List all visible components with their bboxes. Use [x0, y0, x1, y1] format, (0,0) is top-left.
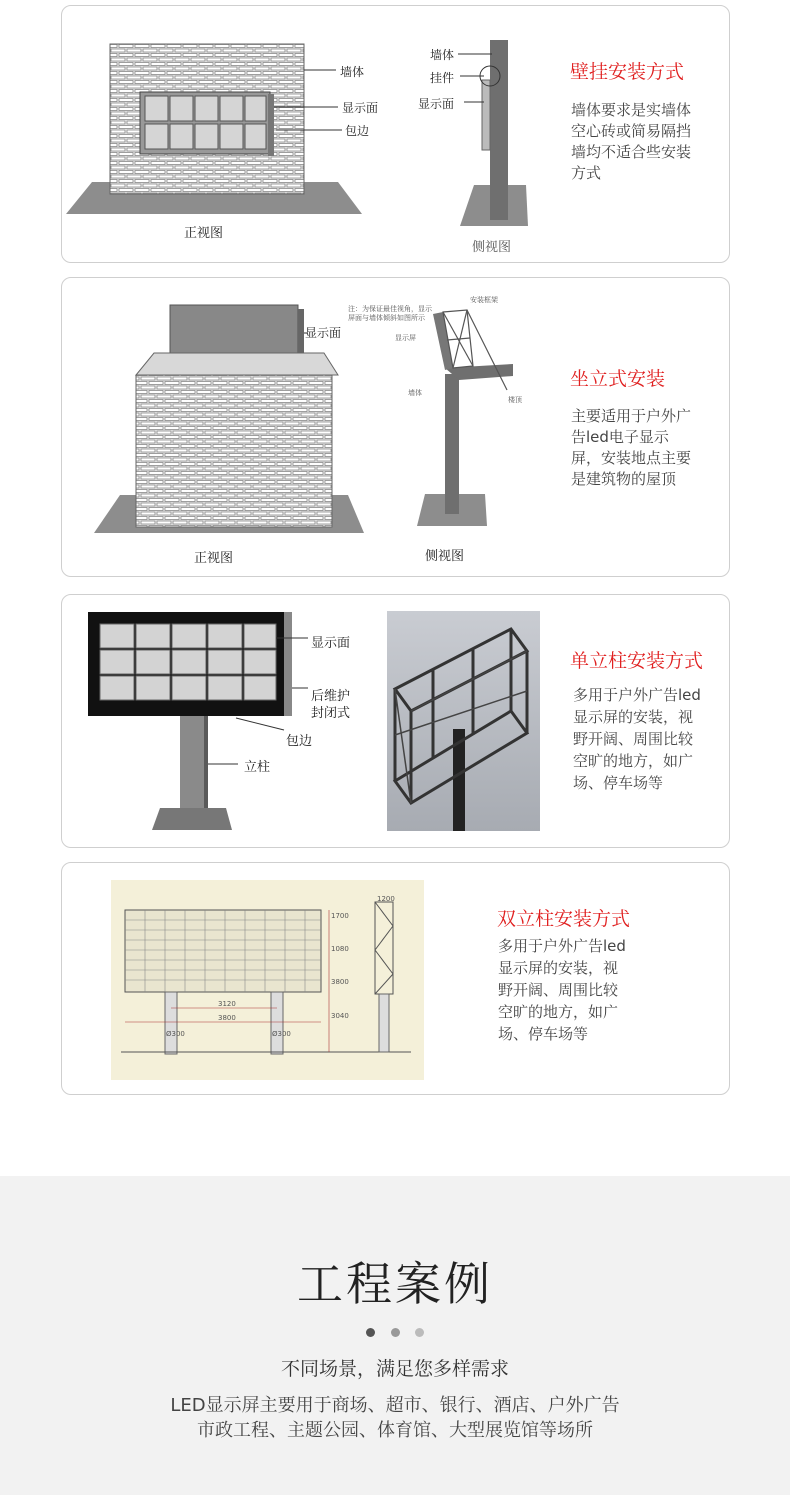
seated-side-note-line1: 注：为保证最佳视角，显示	[348, 305, 432, 313]
seated-side-wall-label: 墙体	[408, 389, 422, 397]
dim-width-inner: 3120	[218, 1000, 236, 1008]
dim-pole-dia-left: Ø300	[166, 1030, 185, 1038]
display-face-label-side: 显示面	[418, 97, 455, 111]
enclosed-label: 封闭式	[311, 706, 351, 721]
display-face-label-front: 显示面	[342, 101, 379, 115]
dim-height-mid: 1080	[331, 945, 349, 953]
dim-height-panel: 3800	[331, 978, 349, 986]
dim-height-top: 1700	[331, 912, 349, 920]
dim-pole-dia-right: Ø300	[272, 1030, 291, 1038]
section-title-seated-mount: 坐立式安装	[570, 368, 666, 390]
carousel-dot-1[interactable]	[366, 1328, 375, 1337]
edging-label-front: 包边	[345, 124, 370, 138]
wall-label-front: 墙体	[340, 65, 365, 79]
section-title-double-pole: 双立柱安装方式	[497, 908, 631, 930]
carousel-dot-3[interactable]	[415, 1328, 424, 1337]
front-view-caption: 正视图	[184, 226, 224, 241]
rear-maintenance-label: 后维护	[311, 689, 351, 704]
section-desc-seated-mount: 主要适用于户外广 告led电子显示 屏，安装地点主要 是建筑物的屋顶	[571, 407, 692, 488]
double-pole-drawing	[111, 880, 424, 1080]
section-desc-wall-mount: 墙体要求是实墙体 空心砖或简易隔挡 墙均不适合些安装 方式	[571, 101, 692, 182]
section-title-single-pole: 单立柱安装方式	[570, 650, 704, 672]
dim-depth: 1200	[377, 895, 395, 903]
section-desc-single-pole: 多用于户外广告led 显示屏的安装，视 野开阔、周围比较 空旷的地方，如广 场、停车场等	[573, 686, 701, 792]
project-cases-desc: LED显示屏主要用于商场、超市、银行、酒店、户外广告 市政工程、主题公园、体育馆、大型展览馆等场所	[170, 1395, 620, 1441]
pole-label: 立柱	[244, 760, 271, 775]
project-cases-title: 工程案例	[297, 1257, 493, 1311]
edging-label-single: 包边	[286, 734, 313, 749]
seated-side-note-line2: 屏面与墙体倾斜如图所示	[348, 314, 425, 322]
seated-side-roof-label: 楼顶	[508, 396, 522, 404]
hanger-label-side: 挂件	[430, 71, 455, 85]
display-face-label-seated: 显示面	[305, 326, 342, 340]
seated-side-display-label: 显示屏	[395, 334, 416, 342]
section-title-wall-mount: 壁挂安装方式	[570, 61, 685, 83]
project-cases-subtitle: 不同场景，满足您多样需求	[280, 1358, 509, 1380]
carousel-dot-2[interactable]	[391, 1328, 400, 1337]
front-view-caption-seated: 正视图	[194, 551, 234, 566]
display-face-label-single: 显示面	[311, 636, 351, 651]
section-desc-double-pole: 多用于户外广告led 显示屏的安装，视 野开阔、周围比较 空旷的地方，如广 场、停车场等	[498, 937, 626, 1043]
carousel-dots	[0, 1322, 790, 1341]
wall-label-side: 墙体	[430, 48, 455, 62]
dim-width-outer: 3800	[218, 1014, 236, 1022]
single-pole-3d-render	[387, 611, 540, 831]
side-view-caption: 侧视图	[472, 240, 512, 255]
seated-side-frame-label: 安装框架	[470, 296, 498, 304]
seated-mount-side-diagram	[395, 290, 535, 530]
side-view-caption-seated: 侧视图	[425, 549, 465, 564]
dim-height-pole: 3040	[331, 1012, 349, 1020]
